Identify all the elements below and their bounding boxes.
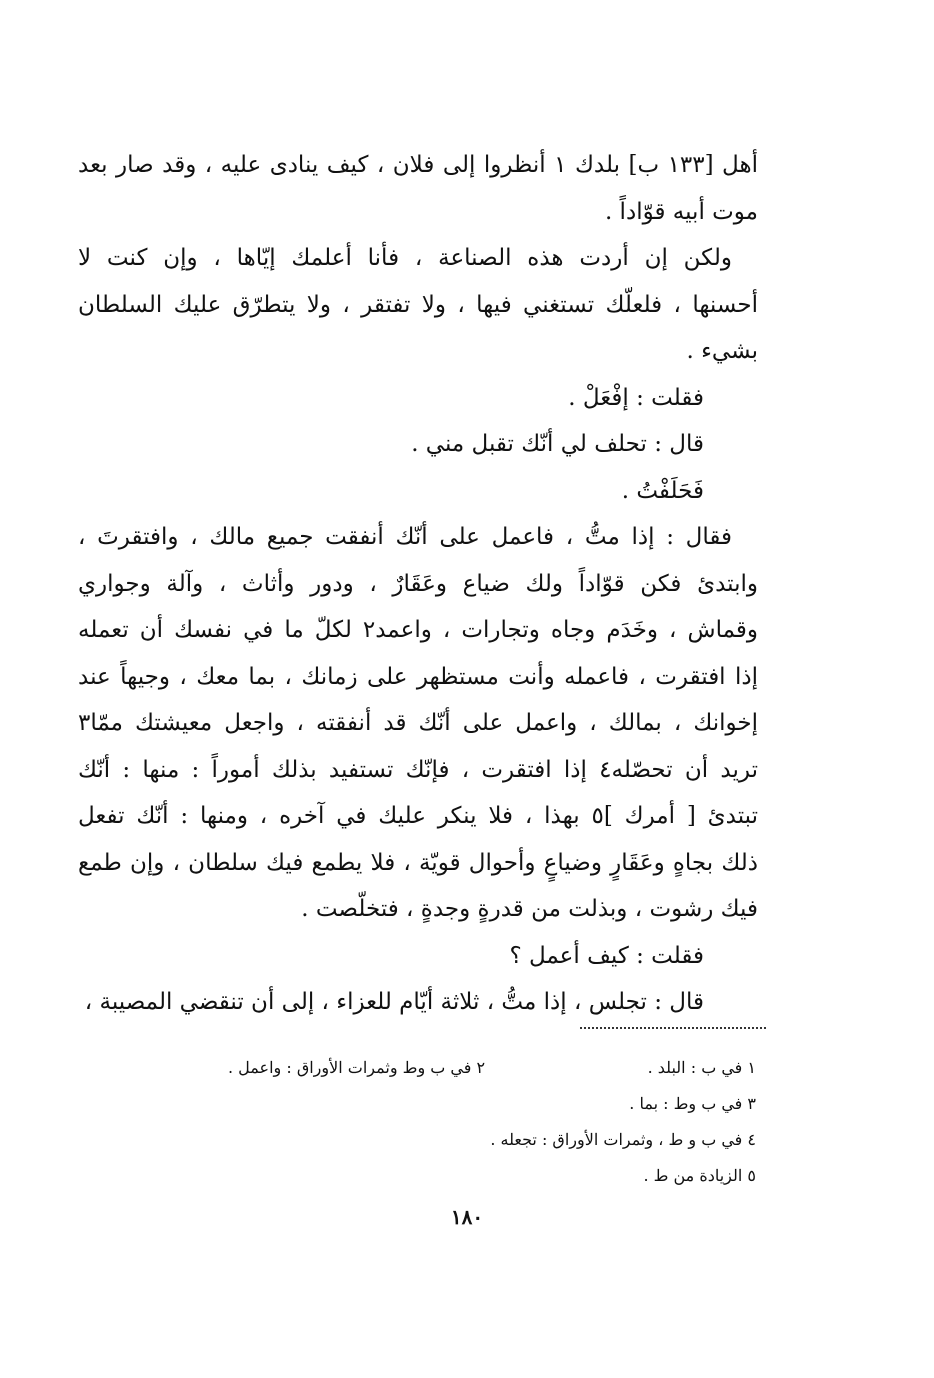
text-line: فقلت : إفْعَلْ . xyxy=(568,384,704,411)
footnote-4: ٤ في ب و ط ، وثمرات الأوراق : تجعله . xyxy=(490,1130,756,1149)
text-line: وقماش ، وخَدَم وجاه وتجارات ، واعمد٢ لكلّ ما في نفسك أن تعمله xyxy=(78,617,758,643)
text-line: فقلت : كيف أعمل ؟ xyxy=(509,942,704,969)
text-line: فَحَلَفْتُ . xyxy=(621,477,704,504)
footnotes xyxy=(200,1050,756,1194)
footnote-5: ٥ الزيادة من ط . xyxy=(643,1166,756,1185)
footnote-1: ١ في ب : البلد . xyxy=(647,1058,756,1077)
text-line: بشيء . xyxy=(686,338,758,364)
text-line: ذلك بجاهٍ وعَقَارٍ وضياعٍ وأحوال قويّة ، فلا يطمع فيك سلطان ، وإن طمع xyxy=(78,849,758,876)
text-line: ولكن إن أردت هذه الصناعة ، فأنا أعلمك إيّاها ، وإن كنت لا xyxy=(78,245,732,271)
text-line: فقال : إذا متُّ ، فاعمل على أنّك أنفقت جميع مالك ، وافتقرتَ ، xyxy=(78,524,732,550)
text-line: إذا افتقرت ، فاعمله وأنت مستظهر على زمانك ، بما معك ، وجيهاً عند xyxy=(78,663,758,690)
text-line: أحسنها ، فلعلّك تستغني فيها ، ولا تفتقر ، ولا يتطرّق عليك السلطان xyxy=(78,291,758,318)
text-line: وابتدئ فكن قوّاداً ولك ضياع وعَقَارٌ ، ودور وأثاث ، وآلة وجواري xyxy=(78,570,758,597)
text-line: أهل [١٣٣ ب] بلدك ١ أنظروا إلى فلان ، كيف ينادى عليه ، وقد صار بعد xyxy=(78,152,758,178)
page-number: ١٨٠ xyxy=(450,1205,484,1229)
text-line: فيك رشوت ، وبذلت من قدرةٍ وجدةٍ ، فتخلّصت . xyxy=(301,896,758,922)
footnote-row xyxy=(200,1086,756,1122)
text-line: قال : تحلف لي أنّك تقبل مني . xyxy=(411,431,704,457)
text-line: تبتدئ [ أمرك ]٥ بهذا ، فلا ينكر عليك في آخره ، ومنها : أنّك تفعل xyxy=(78,803,758,829)
footnote-separator xyxy=(580,1027,766,1029)
text-line: موت أبيه قوّاداً . xyxy=(604,198,758,225)
footnote-2: ٢ في ب وط وثمرات الأوراق : واعمل . xyxy=(228,1058,486,1077)
text-line: إخوانك ، بمالك ، واعمل على أنّك قد أنفقته ، واجعل معيشتك ممّا٣ xyxy=(78,710,758,736)
footnote-row xyxy=(200,1122,756,1158)
footnote-row xyxy=(200,1158,756,1194)
text-line: تريد أن تحصّله٤ إذا افتقرت ، فإنّك تستفيد بذلك أموراً : منها : أنّك xyxy=(78,756,758,783)
main-text xyxy=(78,142,758,1026)
footnote-3: ٣ في ب وط : بما . xyxy=(629,1094,756,1113)
footnote-row xyxy=(200,1050,756,1086)
text-line: قال : تجلس ، إذا متُّ ، ثلاثة أيّام للعزاء ، إلى أن تنقضي المصيبة ، xyxy=(84,989,704,1015)
